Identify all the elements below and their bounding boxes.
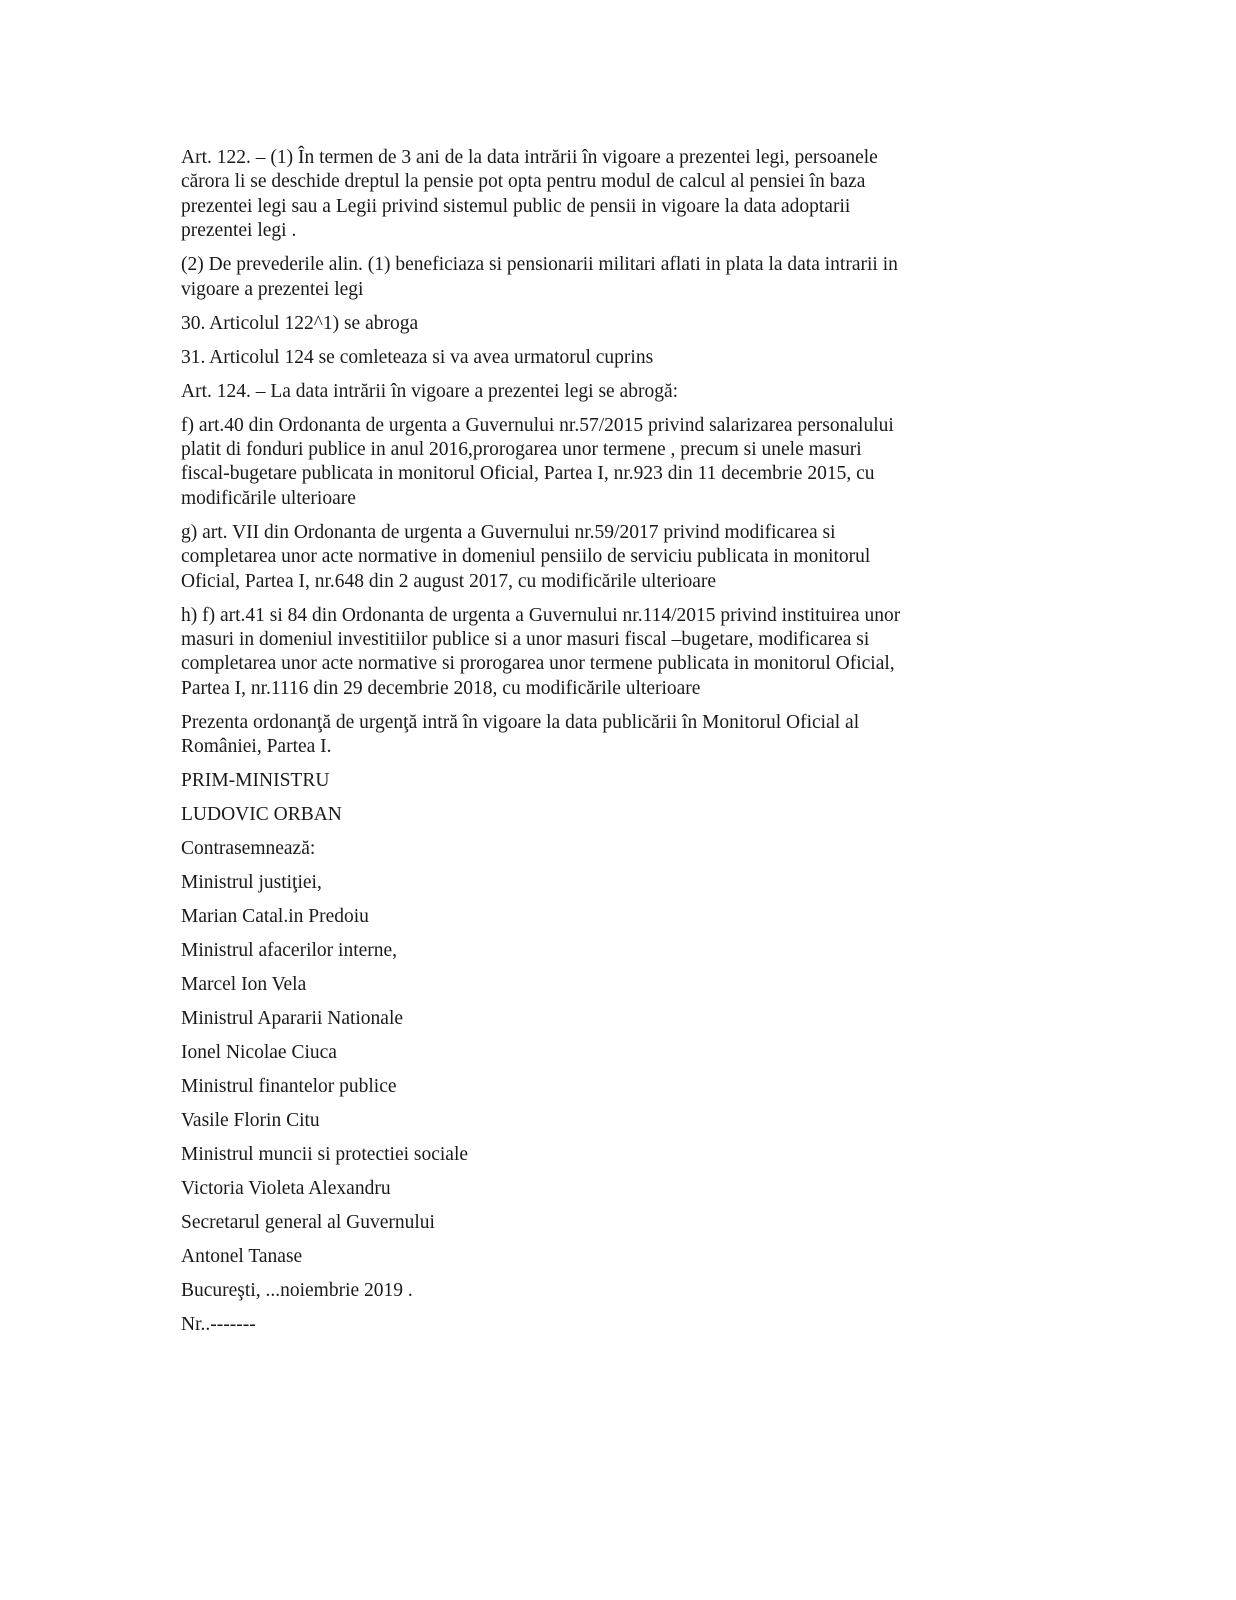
signature-name-finance: Vasile Florin Citu — [181, 1110, 320, 1132]
text-line: fiscal-bugetare publicata in monitorul Oficial, Partea I, nr.923 din 11 decembrie 2015, cu — [181, 463, 875, 485]
text-line: modificările ulterioare — [181, 487, 356, 509]
paragraph-item-f — [181, 414, 971, 512]
text-line: completarea unor acte normative si prorogarea unor termene publicata in monitorul Oficial, — [181, 653, 895, 675]
document-number: Nr..------- — [181, 1314, 256, 1336]
countersign-label: Contrasemnează: — [181, 838, 316, 860]
paragraph-art-124 — [181, 380, 971, 404]
document-body — [181, 146, 971, 1347]
paragraph-art-122-1 — [181, 146, 971, 244]
text-line: Art. 124. – La data intrării în vigoare a prezentei legi se abrogă: — [181, 380, 679, 402]
signature-title-finance: Ministrul finantelor publice — [181, 1076, 397, 1098]
text-line: f) art.40 din Ordonanta de urgenta a Guvernului nr.57/2015 privind salarizarea personalului — [181, 414, 894, 436]
text-line: României, Partea I. — [181, 736, 332, 758]
text-line: g) art. VII din Ordonanta de urgenta a Guvernului nr.59/2017 privind modificarea si — [181, 521, 836, 543]
text-line: vigoare a prezentei legi — [181, 278, 364, 300]
text-line: completarea unor acte normative in domeniul pensiilo de serviciu publicata in monitorul — [181, 546, 871, 568]
text-line: Art. 122. – (1) În termen de 3 ani de la data intrării în vigoare a prezentei legi, persoanele — [181, 147, 878, 168]
signature-name-labour: Victoria Violeta Alexandru — [181, 1178, 391, 1200]
signature-title-defence: Ministrul Apararii Nationale — [181, 1008, 404, 1030]
text-line: masuri in domeniul investitiilor publice si a unor masuri fiscal –bugetare, modificarea si — [181, 629, 870, 651]
signature-title-interior: Ministrul afacerilor interne, — [181, 940, 398, 962]
text-line: cărora li se deschide dreptul la pensie pot opta pentru modul de calcul al pensiei în baza — [181, 171, 866, 193]
paragraph-item-g — [181, 521, 971, 594]
signature-block — [181, 769, 971, 1337]
text-line: (2) De prevederile alin. (1) beneficiaza si pensionarii militari aflati in plata la data intrarii in — [181, 254, 898, 276]
signature-name-justice: Marian Catal.in Predoiu — [181, 906, 369, 928]
place-and-date: Bucureşti, ...noiembrie 2019 . — [181, 1280, 413, 1302]
paragraph-point-31 — [181, 346, 971, 370]
text-line: h) f) art.41 si 84 din Ordonanta de urgenta a Guvernului nr.114/2015 privind instituirea unor — [181, 604, 901, 626]
paragraph-entry-into-force — [181, 711, 971, 760]
text-line: prezentei legi . — [181, 220, 297, 242]
signature-name-prime-minister: LUDOVIC ORBAN — [181, 804, 342, 826]
text-line: Oficial, Partea I, nr.648 din 2 august 2017, cu modificările ulterioare — [181, 570, 717, 592]
paragraph-item-h — [181, 604, 971, 702]
signature-name-defence: Ionel Nicolae Ciuca — [181, 1042, 337, 1064]
signature-title-prime-minister: PRIM-MINISTRU — [181, 770, 330, 792]
paragraph-point-30 — [181, 312, 971, 336]
text-line: prezentei legi sau a Legii privind sistemul public de pensii in vigoare la data adoptarii — [181, 195, 851, 217]
text-line: 31. Articolul 124 se comleteaza si va avea urmatorul cuprins — [181, 346, 654, 368]
signature-title-labour: Ministrul muncii si protectiei sociale — [181, 1144, 469, 1166]
signature-title-secretary-general: Secretarul general al Guvernului — [181, 1212, 435, 1234]
signature-title-justice: Ministrul justiţiei, — [181, 872, 322, 894]
signature-name-interior: Marcel Ion Vela — [181, 974, 307, 996]
text-line: Partea I, nr.1116 din 29 decembrie 2018, cu modificările ulterioare — [181, 677, 701, 699]
paragraph-art-122-2 — [181, 253, 971, 302]
text-line: Prezenta ordonanţă de urgenţă intră în vigoare la data publicării în Monitorul Oficial al — [181, 711, 860, 733]
text-line: platit di fonduri publice in anul 2016,prorogarea unor termene , precum si unele masuri — [181, 439, 862, 461]
text-line: 30. Articolul 122^1) se abroga — [181, 312, 419, 334]
signature-name-secretary-general: Antonel Tanase — [181, 1246, 303, 1268]
